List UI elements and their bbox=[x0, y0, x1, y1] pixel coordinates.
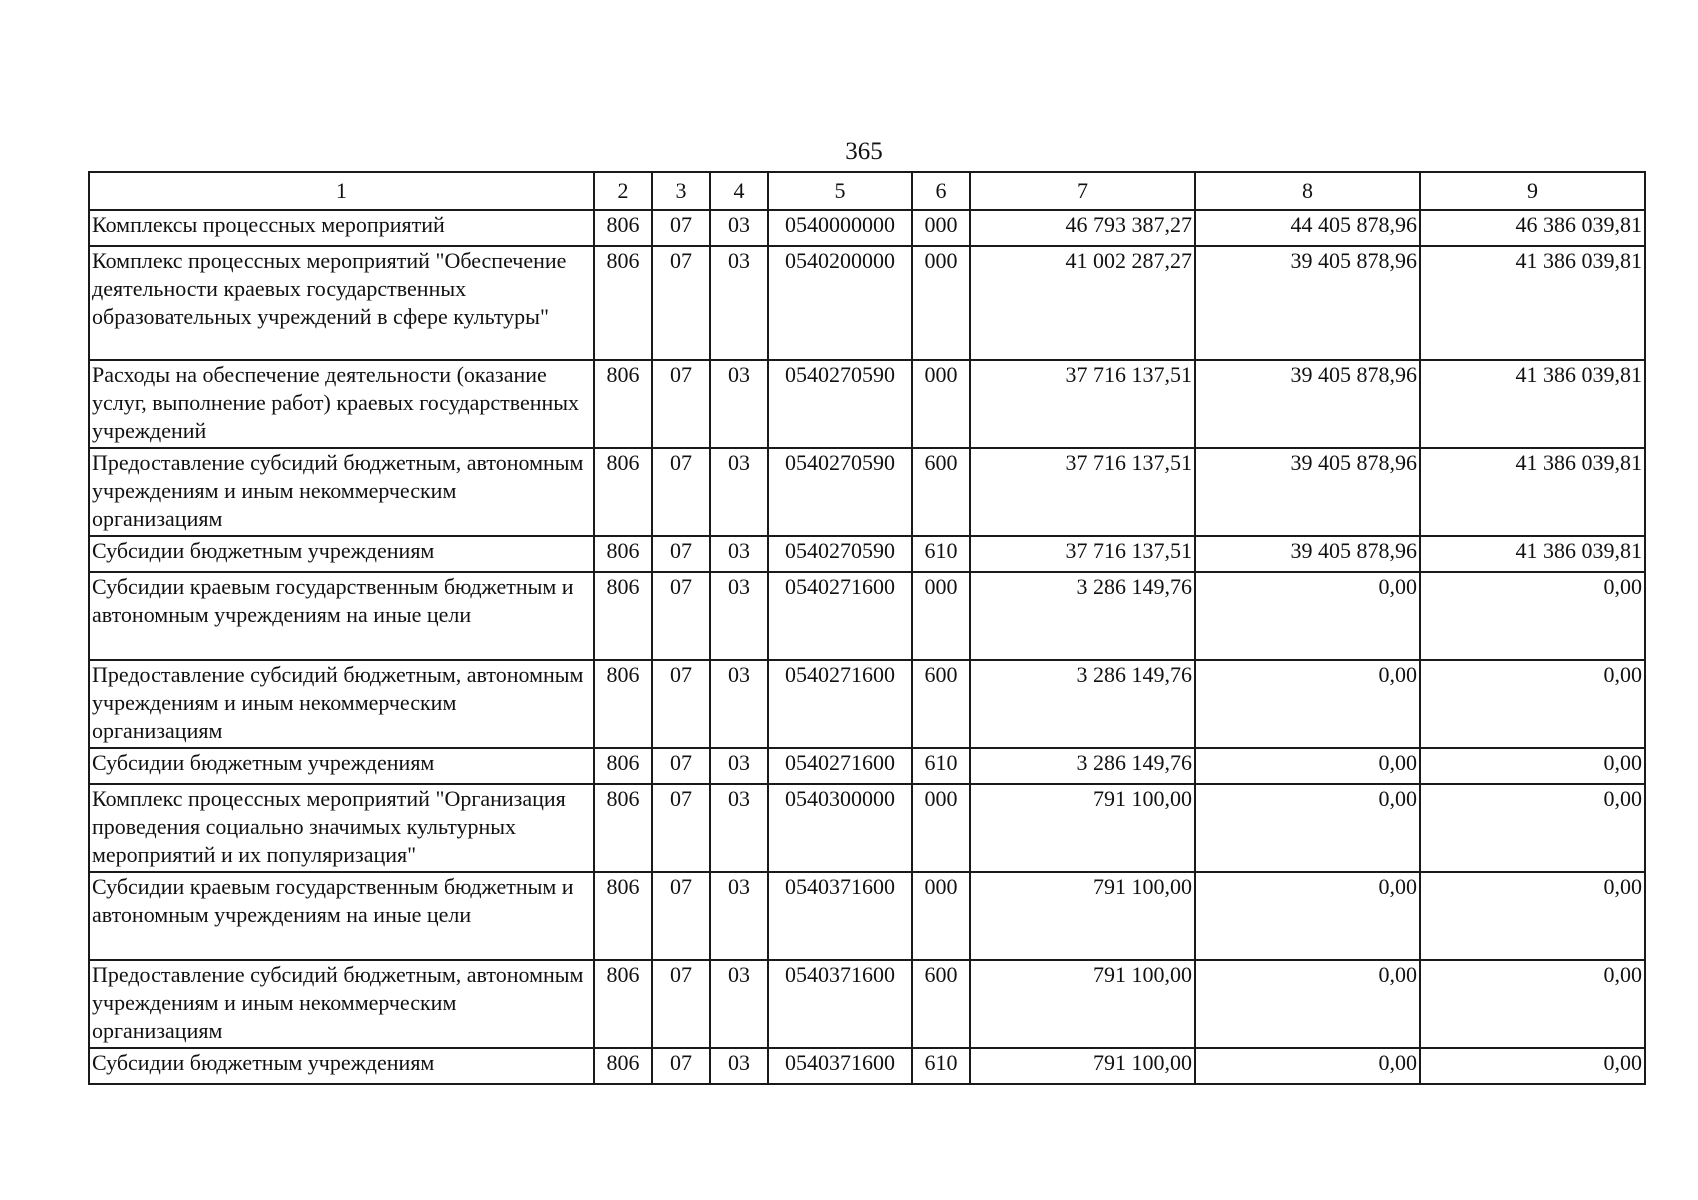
amount-col-7: 37 716 137,51 bbox=[970, 360, 1195, 448]
code-col-4: 03 bbox=[710, 660, 768, 748]
code-col-4: 03 bbox=[710, 1048, 768, 1084]
column-header: 3 bbox=[652, 172, 710, 210]
code-col-2: 806 bbox=[594, 872, 652, 960]
page-number: 365 bbox=[845, 138, 883, 165]
column-header: 7 bbox=[970, 172, 1195, 210]
code-col-6: 000 bbox=[912, 784, 970, 872]
code-col-4: 03 bbox=[710, 246, 768, 360]
amount-col-7: 3 286 149,76 bbox=[970, 572, 1195, 660]
column-header: 4 bbox=[710, 172, 768, 210]
row-name: Субсидии бюджетным учреждениям bbox=[89, 748, 594, 784]
table-row bbox=[89, 660, 1645, 748]
code-col-3: 07 bbox=[652, 360, 710, 448]
code-col-2: 806 bbox=[594, 210, 652, 246]
code-col-6: 610 bbox=[912, 536, 970, 572]
code-col-3: 07 bbox=[652, 572, 710, 660]
table-row bbox=[89, 572, 1645, 660]
amount-col-9: 41 386 039,81 bbox=[1420, 360, 1645, 448]
table-row bbox=[89, 872, 1645, 960]
code-col-4: 03 bbox=[710, 748, 768, 784]
amount-col-7: 791 100,00 bbox=[970, 1048, 1195, 1084]
table-row bbox=[89, 960, 1645, 1048]
code-col-3: 07 bbox=[652, 748, 710, 784]
column-header: 9 bbox=[1420, 172, 1645, 210]
amount-col-7: 46 793 387,27 bbox=[970, 210, 1195, 246]
code-col-3: 07 bbox=[652, 660, 710, 748]
code-col-5: 0540371600 bbox=[768, 1048, 912, 1084]
column-header: 6 bbox=[912, 172, 970, 210]
row-name: Комплекс процессных мероприятий "Обеспечение деятельности краевых государственных образовательных учреждений в сфере культуры" bbox=[89, 246, 594, 360]
amount-col-9: 0,00 bbox=[1420, 1048, 1645, 1084]
code-col-6: 000 bbox=[912, 246, 970, 360]
amount-col-8: 0,00 bbox=[1195, 572, 1420, 660]
code-col-6: 000 bbox=[912, 210, 970, 246]
amount-col-7: 791 100,00 bbox=[970, 872, 1195, 960]
amount-col-8: 0,00 bbox=[1195, 960, 1420, 1048]
code-col-2: 806 bbox=[594, 246, 652, 360]
code-col-6: 610 bbox=[912, 748, 970, 784]
code-col-6: 000 bbox=[912, 360, 970, 448]
code-col-4: 03 bbox=[710, 210, 768, 246]
table-row bbox=[89, 748, 1645, 784]
code-col-3: 07 bbox=[652, 246, 710, 360]
code-col-4: 03 bbox=[710, 360, 768, 448]
amount-col-7: 37 716 137,51 bbox=[970, 536, 1195, 572]
table-row bbox=[89, 1048, 1645, 1084]
amount-col-9: 0,00 bbox=[1420, 872, 1645, 960]
code-col-2: 806 bbox=[594, 1048, 652, 1084]
code-col-6: 600 bbox=[912, 960, 970, 1048]
code-col-3: 07 bbox=[652, 784, 710, 872]
code-col-5: 0540271600 bbox=[768, 748, 912, 784]
code-col-5: 0540270590 bbox=[768, 448, 912, 536]
table-row bbox=[89, 784, 1645, 872]
amount-col-7: 791 100,00 bbox=[970, 784, 1195, 872]
code-col-6: 610 bbox=[912, 1048, 970, 1084]
amount-col-8: 0,00 bbox=[1195, 872, 1420, 960]
code-col-3: 07 bbox=[652, 872, 710, 960]
code-col-3: 07 bbox=[652, 448, 710, 536]
amount-col-9: 0,00 bbox=[1420, 660, 1645, 748]
code-col-2: 806 bbox=[594, 536, 652, 572]
amount-col-8: 0,00 bbox=[1195, 660, 1420, 748]
row-name: Комплексы процессных мероприятий bbox=[89, 210, 594, 246]
row-name: Расходы на обеспечение деятельности (оказание услуг, выполнение работ) краевых государственных учреждений bbox=[89, 360, 594, 448]
amount-col-9: 0,00 bbox=[1420, 572, 1645, 660]
row-name: Субсидии бюджетным учреждениям bbox=[89, 1048, 594, 1084]
code-col-4: 03 bbox=[710, 784, 768, 872]
amount-col-8: 44 405 878,96 bbox=[1195, 210, 1420, 246]
column-header: 5 bbox=[768, 172, 912, 210]
amount-col-9: 0,00 bbox=[1420, 784, 1645, 872]
amount-col-9: 41 386 039,81 bbox=[1420, 246, 1645, 360]
code-col-3: 07 bbox=[652, 536, 710, 572]
code-col-5: 0540371600 bbox=[768, 960, 912, 1048]
code-col-5: 0540200000 bbox=[768, 246, 912, 360]
code-col-5: 0540271600 bbox=[768, 572, 912, 660]
column-header: 1 bbox=[89, 172, 594, 210]
table-row bbox=[89, 536, 1645, 572]
amount-col-8: 0,00 bbox=[1195, 784, 1420, 872]
row-name: Субсидии бюджетным учреждениям bbox=[89, 536, 594, 572]
amount-col-7: 37 716 137,51 bbox=[970, 448, 1195, 536]
row-name: Субсидии краевым государственным бюджетным и автономным учреждениям на иные цели bbox=[89, 572, 594, 660]
row-name: Предоставление субсидий бюджетным, автономным учреждениям и иным некоммерческим организациям bbox=[89, 448, 594, 536]
code-col-4: 03 bbox=[710, 448, 768, 536]
code-col-2: 806 bbox=[594, 360, 652, 448]
row-name: Предоставление субсидий бюджетным, автономным учреждениям и иным некоммерческим организациям bbox=[89, 660, 594, 748]
code-col-5: 0540000000 bbox=[768, 210, 912, 246]
code-col-2: 806 bbox=[594, 572, 652, 660]
amount-col-8: 39 405 878,96 bbox=[1195, 536, 1420, 572]
amount-col-7: 791 100,00 bbox=[970, 960, 1195, 1048]
column-header: 8 bbox=[1195, 172, 1420, 210]
budget-table bbox=[88, 171, 1646, 1085]
amount-col-9: 41 386 039,81 bbox=[1420, 536, 1645, 572]
code-col-2: 806 bbox=[594, 960, 652, 1048]
amount-col-8: 0,00 bbox=[1195, 748, 1420, 784]
row-name: Предоставление субсидий бюджетным, автономным учреждениям и иным некоммерческим организациям bbox=[89, 960, 594, 1048]
code-col-3: 07 bbox=[652, 210, 710, 246]
amount-col-8: 0,00 bbox=[1195, 1048, 1420, 1084]
amount-col-9: 0,00 bbox=[1420, 960, 1645, 1048]
code-col-6: 600 bbox=[912, 448, 970, 536]
code-col-4: 03 bbox=[710, 536, 768, 572]
code-col-4: 03 bbox=[710, 960, 768, 1048]
amount-col-7: 3 286 149,76 bbox=[970, 748, 1195, 784]
column-header: 2 bbox=[594, 172, 652, 210]
amount-col-8: 39 405 878,96 bbox=[1195, 448, 1420, 536]
amount-col-9: 0,00 bbox=[1420, 748, 1645, 784]
table-row bbox=[89, 210, 1645, 246]
code-col-3: 07 bbox=[652, 960, 710, 1048]
amount-col-8: 39 405 878,96 bbox=[1195, 360, 1420, 448]
amount-col-7: 3 286 149,76 bbox=[970, 660, 1195, 748]
code-col-6: 600 bbox=[912, 660, 970, 748]
code-col-5: 0540270590 bbox=[768, 360, 912, 448]
code-col-6: 000 bbox=[912, 572, 970, 660]
amount-col-9: 41 386 039,81 bbox=[1420, 448, 1645, 536]
table-row bbox=[89, 360, 1645, 448]
code-col-2: 806 bbox=[594, 448, 652, 536]
code-col-5: 0540270590 bbox=[768, 536, 912, 572]
table-row bbox=[89, 448, 1645, 536]
row-name: Субсидии краевым государственным бюджетным и автономным учреждениям на иные цели bbox=[89, 872, 594, 960]
amount-col-9: 46 386 039,81 bbox=[1420, 210, 1645, 246]
row-name: Комплекс процессных мероприятий "Организация проведения социально значимых культурных мероприятий и их популяризация" bbox=[89, 784, 594, 872]
header-row bbox=[89, 172, 1645, 210]
code-col-3: 07 bbox=[652, 1048, 710, 1084]
code-col-5: 0540300000 bbox=[768, 784, 912, 872]
code-col-5: 0540371600 bbox=[768, 872, 912, 960]
amount-col-8: 39 405 878,96 bbox=[1195, 246, 1420, 360]
code-col-5: 0540271600 bbox=[768, 660, 912, 748]
code-col-2: 806 bbox=[594, 784, 652, 872]
code-col-4: 03 bbox=[710, 572, 768, 660]
code-col-4: 03 bbox=[710, 872, 768, 960]
table-row bbox=[89, 246, 1645, 360]
amount-col-7: 41 002 287,27 bbox=[970, 246, 1195, 360]
code-col-2: 806 bbox=[594, 660, 652, 748]
code-col-2: 806 bbox=[594, 748, 652, 784]
code-col-6: 000 bbox=[912, 872, 970, 960]
